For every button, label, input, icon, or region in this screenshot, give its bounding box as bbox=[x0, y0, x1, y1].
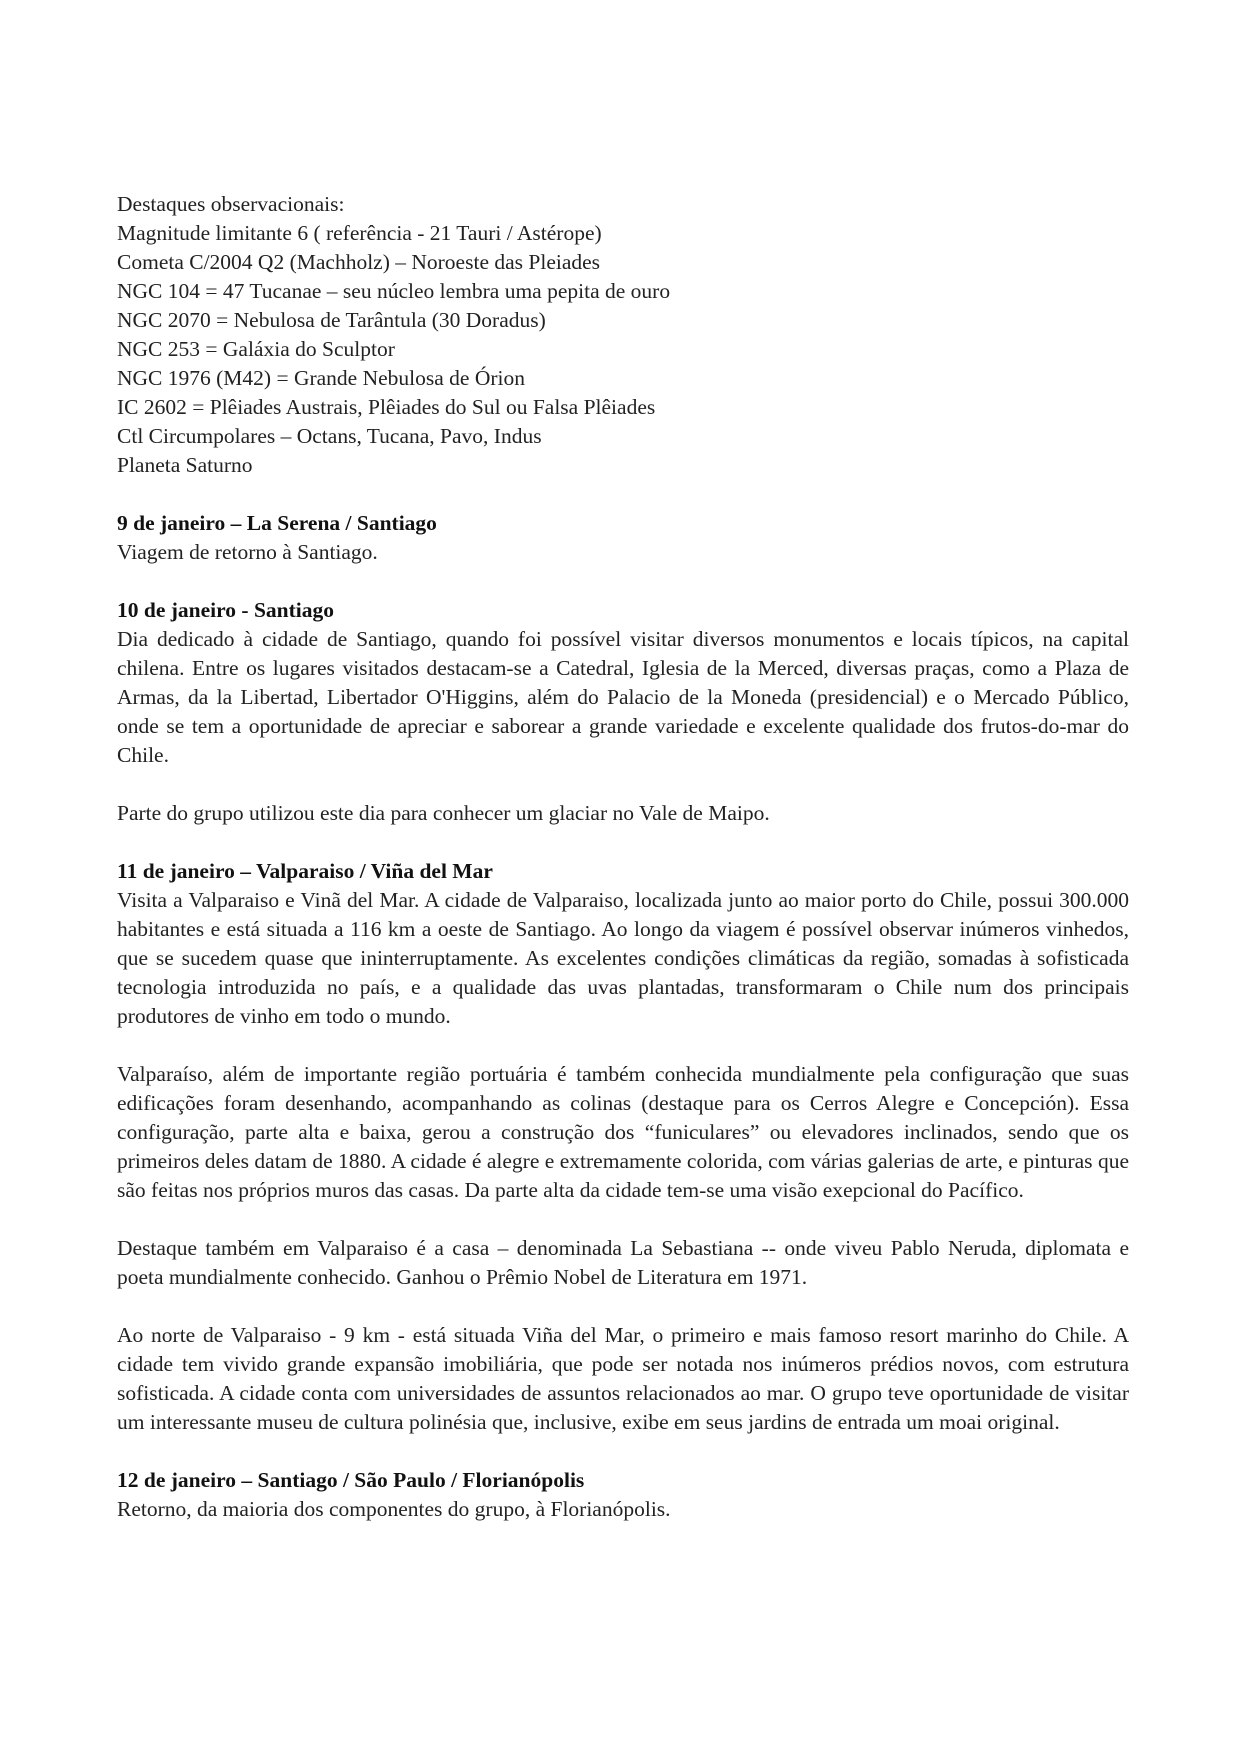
day-10-paragraph: Parte do grupo utilizou este dia para conhecer um glaciar no Vale de Maipo. bbox=[117, 801, 770, 825]
day-11-section bbox=[117, 857, 1129, 1437]
day-11-paragraph: Valparaíso, além de importante região portuária é também conhecida mundialmente pela configuração que suas edificações foram desenhando, acompanhando as colinas (destaque para os Cerros Alegre e Concepción). Essa configuração, parte alta e baixa, gerou a construção dos “funiculares” ou elevadores inclinados, sendo que os primeiros deles datam de 1880. A cidade é alegre e extremamente colorida, com várias galerias de arte, e pinturas que são feitas nos próprios muros das casas. Da parte alta da cidade tem-se uma visão exepcional do Pacífico. bbox=[117, 1062, 1129, 1202]
highlight-item: Cometa C/2004 Q2 (Machholz) – Noroeste das Pleiades bbox=[117, 250, 601, 274]
day-11-paragraph: Visita a Valparaiso e Vinã del Mar. A cidade de Valparaiso, localizada junto ao maior porto do Chile, possui 300.000 habitantes e está situada a 116 km a oeste de Santiago. Ao longo da viagem é possível observar inúmeros vinhedos, que se sucedem quase que ininterruptamente. As excelentes condições climáticas da região, somadas à sofisticada tecnologia introduzida no país, e a qualidade das uvas plantadas, transformaram o Chile num dos principais produtores de vinho em todo o mundo. bbox=[117, 888, 1129, 1028]
day-9-heading: 9 de janeiro – La Serena / Santiago bbox=[117, 511, 437, 535]
highlight-item: NGC 253 = Galáxia do Sculptor bbox=[117, 337, 395, 361]
day-12-heading: 12 de janeiro – Santiago / São Paulo / Florianópolis bbox=[117, 1468, 585, 1492]
document-page bbox=[117, 190, 1129, 1524]
highlight-item: NGC 1976 (M42) = Grande Nebulosa de Órion bbox=[117, 366, 526, 390]
highlight-item: IC 2602 = Plêiades Austrais, Plêiades do Sul ou Falsa Plêiades bbox=[117, 395, 656, 419]
day-11-heading: 11 de janeiro – Valparaiso / Viña del Mar bbox=[117, 859, 493, 883]
day-9-text: Viagem de retorno à Santiago. bbox=[117, 540, 378, 564]
day-12-section bbox=[117, 1466, 1129, 1524]
day-10-heading: 10 de janeiro - Santiago bbox=[117, 598, 334, 622]
highlight-item: Planeta Saturno bbox=[117, 453, 253, 477]
highlight-item: Magnitude limitante 6 ( referência - 21 Tauri / Astérope) bbox=[117, 221, 602, 245]
day-9-section bbox=[117, 509, 1129, 567]
day-11-paragraph: Destaque também em Valparaiso é a casa – denominada La Sebastiana -- onde viveu Pablo Neruda, diplomata e poeta mundialmente conhecido. Ganhou o Prêmio Nobel de Literatura em 1971. bbox=[117, 1236, 1129, 1289]
observational-highlights bbox=[117, 190, 1129, 480]
highlights-title: Destaques observacionais: bbox=[117, 192, 345, 216]
day-10-section bbox=[117, 596, 1129, 828]
day-11-paragraph: Ao norte de Valparaiso - 9 km - está situada Viña del Mar, o primeiro e mais famoso resort marinho do Chile. A cidade tem vivido grande expansão imobiliária, que pode ser notada nos inúmeros prédios novos, com estrutura sofisticada. A cidade conta com universidades de assuntos relacionados ao mar. O grupo teve oportunidade de visitar um interessante museu de cultura polinésia que, inclusive, exibe em seus jardins de entrada um moai original. bbox=[117, 1323, 1129, 1434]
highlight-item: Ctl Circumpolares – Octans, Tucana, Pavo, Indus bbox=[117, 424, 542, 448]
highlight-item: NGC 2070 = Nebulosa de Tarântula (30 Doradus) bbox=[117, 308, 546, 332]
day-10-paragraph: Dia dedicado à cidade de Santiago, quando foi possível visitar diversos monumentos e locais típicos, na capital chilena. Entre os lugares visitados destacam-se a Catedral, Iglesia de la Merced, diversas praças, como a Plaza de Armas, da la Libertad, Libertador O'Higgins, além do Palacio de la Moneda (presidencial) e o Mercado Público, onde se tem a oportunidade de apreciar e saborear a grande variedade e excelente qualidade dos frutos-do-mar do Chile. bbox=[117, 627, 1129, 767]
day-12-text: Retorno, da maioria dos componentes do grupo, à Florianópolis. bbox=[117, 1497, 671, 1521]
highlight-item: NGC 104 = 47 Tucanae – seu núcleo lembra uma pepita de ouro bbox=[117, 279, 671, 303]
